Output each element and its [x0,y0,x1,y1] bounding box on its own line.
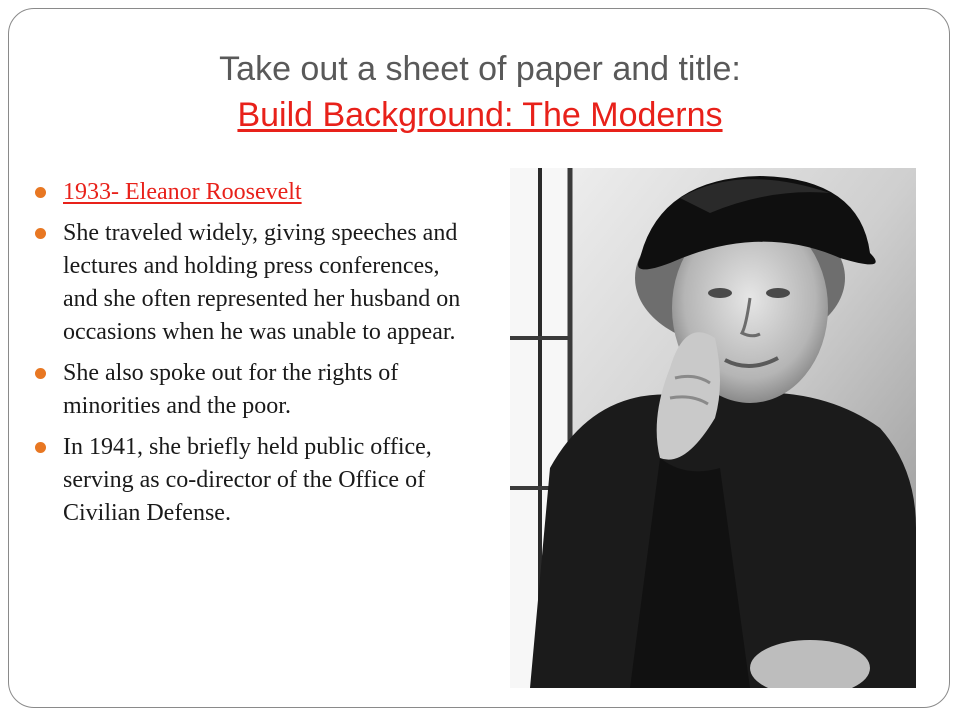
portrait-image [510,168,916,688]
bullet-text: She also spoke out for the rights of minorities and the poor. [63,360,399,419]
bullet-item [35,217,465,349]
bullet-dot-icon [35,442,46,453]
bullet-text: In 1941, she briefly held public office, serving as co-director of the Office of Civilian Defense. [63,434,432,526]
portrait-photo [510,168,916,688]
bullet-list [35,176,465,538]
bullet-text: She traveled widely, giving speeches and lectures and holding press conferences, and she often represented her husband on occasions when he was unable to appear. [63,220,461,345]
bullet-dot-icon [35,368,46,379]
slide-title [40,46,920,138]
title-line: Take out a sheet of paper and title: [219,50,741,88]
bullet-item-heading [35,176,465,209]
bullet-item [35,431,465,530]
bullet-dot-icon [35,187,46,198]
title-subheading: Build Background: The Moderns [237,96,723,134]
bullet-text: 1933- Eleanor Roosevelt [63,179,302,205]
bullet-item [35,357,465,423]
bullet-dot-icon [35,228,46,239]
